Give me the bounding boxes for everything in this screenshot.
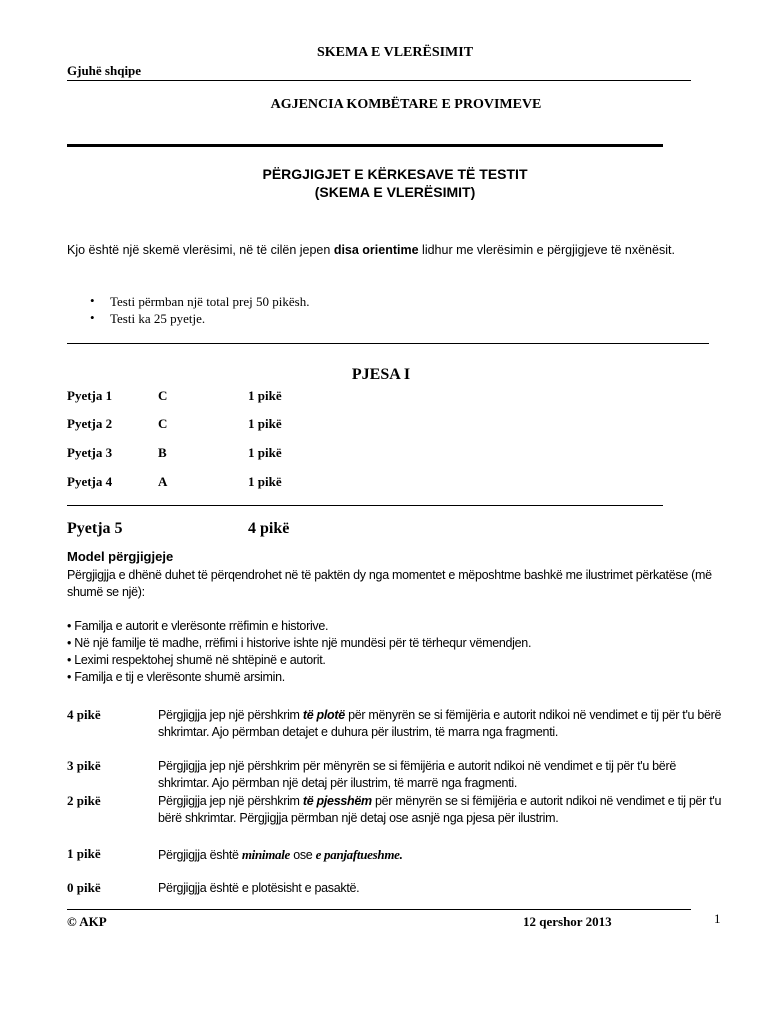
rubric-score: 4 pikë [67, 707, 101, 722]
rubric-emphasis: të plotë [302, 708, 345, 722]
rubric-text: Përgjigjja jep një përshkrim [158, 794, 303, 808]
rubric-emphasis: e panjaftueshme. [315, 847, 403, 862]
list-item: • Në një familje të madhe, rrëfimi i historive ishte një mundësi për të tërhequr vëmendjen. [67, 636, 532, 650]
points-value: 1 pikë [248, 416, 282, 431]
answers-subheading: (SKEMA E VLERËSIMIT) [314, 184, 476, 200]
list-item: • Testi ka 25 pyetje. [88, 311, 309, 328]
part-title: PJESA I [351, 366, 411, 383]
page-number: 1 [714, 911, 721, 926]
thick-separator [67, 144, 663, 147]
rubric-text: Përgjigjja është [158, 848, 242, 862]
answer-key: B [158, 445, 167, 460]
rubric-text: ose [290, 848, 316, 862]
rubric-description: Përgjigjja është e plotësisht e pasaktë. [158, 881, 360, 895]
intro-text: Kjo është një skemë vlerësimi, në të cilën jepen [67, 243, 334, 257]
rubric-score: 2 pikë [67, 793, 101, 808]
list-item: • Leximi respektohej shumë në shtëpinë e autorit. [67, 653, 326, 667]
document-title: SKEMA E VLERËSIMIT [316, 45, 474, 60]
header-rule [67, 80, 691, 81]
question-label: Pyetja 1 [67, 388, 113, 403]
question-5-points: 4 pikë [248, 520, 290, 537]
answers-heading: PËRGJIGJET E KËRKESAVE TË TESTIT [262, 166, 528, 182]
rubric-text: për mënyrën se si fëmijëria e autorit ndikoi në vendimet e tij për t'u bërë shkrimtar. Ajo përmban detajet e duhura për ilustrim, të marra nga fragmenti. [158, 708, 722, 739]
rubric-emphasis: minimale [241, 847, 291, 862]
rubric-score: 0 pikë [67, 880, 101, 895]
points-value: 1 pikë [248, 445, 282, 460]
question-label: Pyetja 4 [67, 474, 113, 489]
answer-key: C [158, 388, 168, 403]
answer-key: C [158, 416, 168, 431]
rubric-score: 3 pikë [67, 758, 101, 773]
list-item: • Testi përmban një total prej 50 pikësh. [88, 294, 309, 311]
model-answer-label: Model përgjigjeje [67, 549, 174, 564]
list-item: • Familja e tij e vlerësonte shumë arsimin. [67, 670, 285, 684]
answer-key: A [158, 474, 168, 489]
rubric-emphasis: të pjesshëm [302, 794, 372, 808]
rubric-description: Përgjigjja jep një përshkrim për mënyrën se si fëmijëria e autorit ndikoi në vendimet e tij për t'u bërë shkrimtar. Ajo përmban një detaj për ilustrim, të marrë nga fragmenti. [158, 759, 676, 790]
part-rule [67, 505, 663, 506]
model-points-list [67, 619, 531, 687]
subject-label: Gjuhë shqipe [67, 63, 142, 78]
question-label: Pyetja 3 [67, 445, 113, 460]
rubric-text: Përgjigjja jep një përshkrim [158, 708, 303, 722]
agency-name: AGJENCIA KOMBËTARE E PROVIMEVE [270, 97, 542, 112]
question-label: Pyetja 2 [67, 416, 113, 431]
footer-date: 12 qershor 2013 [523, 914, 612, 929]
question-5-label: Pyetja 5 [67, 520, 123, 537]
rubric-score: 1 pikë [67, 846, 101, 861]
footer-rule [67, 909, 691, 910]
rubric-description [158, 846, 724, 864]
points-value: 1 pikë [248, 474, 282, 489]
list-item: • Familja e autorit e vlerësonte rrëfimin e historive. [67, 619, 329, 633]
intro-text-end: lidhur me vlerësimin e përgjigjeve të nxënësit. [418, 243, 675, 257]
points-value: 1 pikë [248, 388, 282, 403]
rubric-description [158, 707, 724, 741]
footer-copyright: © AKP [67, 914, 107, 929]
intro-emphasis: disa orientime [333, 243, 419, 257]
rubric-text: për mënyrën se si fëmijëria e autorit ndikoi në vendimet e tij për t'u bërë shkrimtar. Përgjigjja përmban një detaj ose asnjë nga pjesa për ilustrim. [158, 794, 722, 825]
test-facts-list [88, 294, 309, 328]
model-answer-text: Përgjigjja e dhënë duhet të përqendrohet në të paktën dy nga momentet e mëposhtme bashkë me ilustrimet përkatëse (më shumë se një): [67, 568, 712, 599]
section-rule [67, 343, 709, 344]
intro-paragraph [67, 241, 723, 259]
rubric-description [158, 793, 724, 827]
